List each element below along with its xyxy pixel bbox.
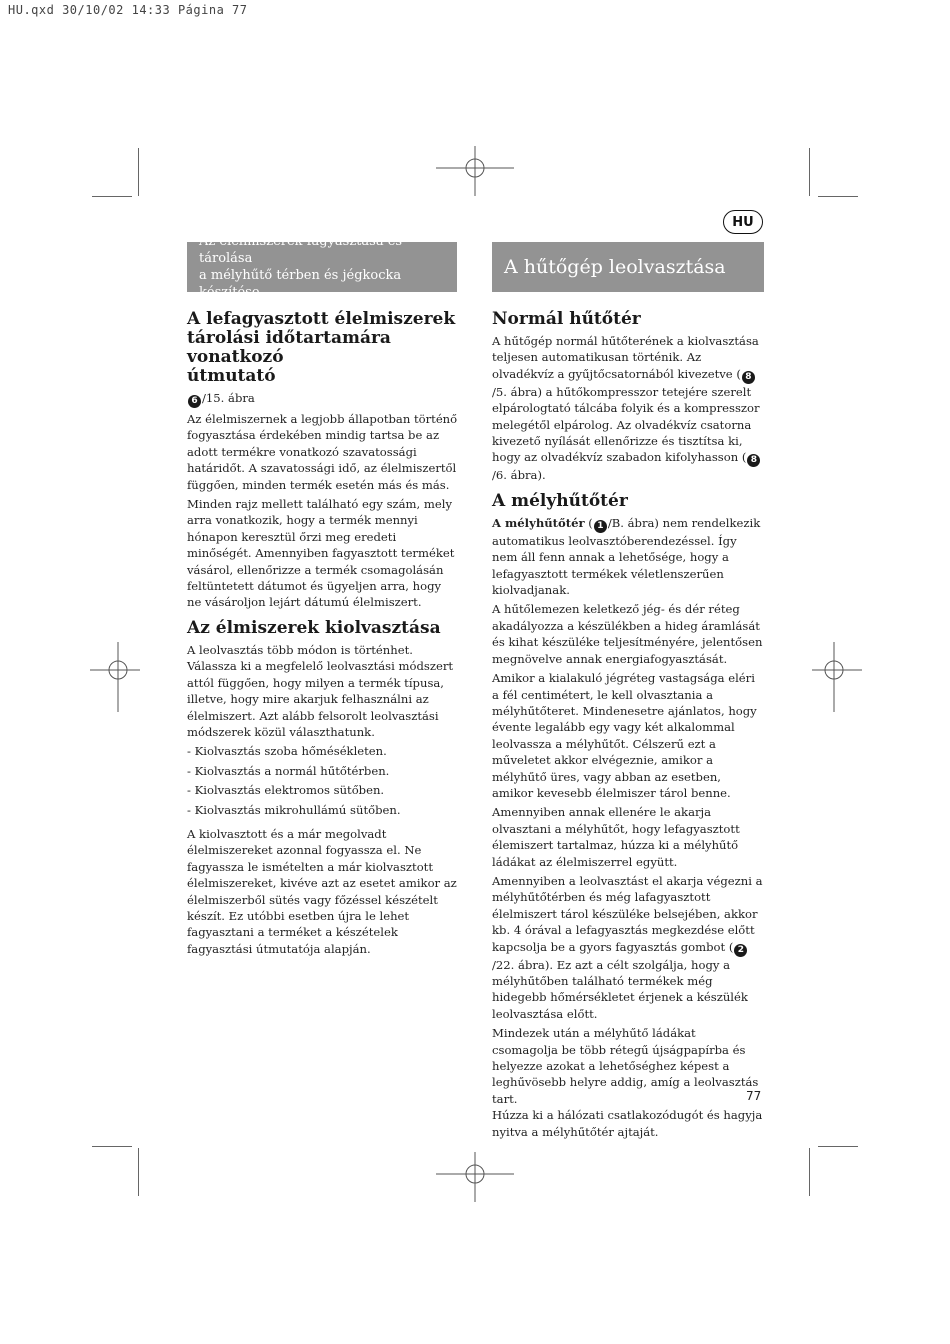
heading-storage-guide <box>187 310 459 386</box>
paragraph: Minden rajz mellett található egy szám, mely arra vonatkozik, hogy a termék mennyi hónapon keresztül őrzi meg eredeti minőségét. Amennyiben fagyasztott terméket vásárol, ellenőrizze a termék csomagolásán feltüntetett dátumot és ügyeljen arra, hogy ne vásároljon lejárt dátumú élelmiszert. <box>187 497 455 610</box>
paragraph: Az élelmiszernek a legjobb állapotban történő fogyasztása érdekében mindig tartsa be az adott termékre vonatkozó szavatossági határidőt. A szavatossági idő, az élelmiszertől függően, minden termék esetén más és más. <box>187 412 458 492</box>
text-run: Amennyiben a leolvasztást el akarja végezni a mélyhűtőtérben és még lafagyasztott élelmiszert tárol készüléke belsejében, akkor kb. 4 órával a lefagyasztás megkezdése előtt kapcsolja be a gyors fagyasztás gombot ( <box>492 873 763 954</box>
heading-thawing: Az élmiszerek kiolvasztása <box>187 617 441 638</box>
left-column <box>187 310 459 960</box>
crop-mark-bl-v <box>138 1148 139 1196</box>
crop-mark-br-h <box>818 1146 858 1147</box>
crop-mark-tr-v <box>809 148 810 196</box>
heading-line: tárolási időtartamára vonatkozó <box>187 328 391 367</box>
section-banner-left-line1: Az élelmiszerek fagyasztása és tárolása <box>199 234 403 266</box>
registration-mark-top <box>436 146 514 196</box>
figure-number-badge: 2 <box>734 944 747 957</box>
crop-mark-bl-h <box>92 1146 132 1147</box>
paragraph: Mindezek után a mélyhűtő ládákat csomagolja be több rétegű újságpapírba és helyezze azokat a lehetőséghez képest a leghűvösebb helyre addig, amíg a leolvasztás tart. <box>492 1026 759 1106</box>
crop-mark-tl-h <box>92 196 132 197</box>
language-badge: HU <box>723 210 763 234</box>
figure-number-badge: 8 <box>742 371 755 384</box>
figure-number-badge: 1 <box>594 520 607 533</box>
print-slug: HU.qxd 30/10/02 14:33 Página 77 <box>8 3 248 17</box>
heading-line: A lefagyasztott élelmiszerek <box>187 309 456 329</box>
section-banner-left <box>187 234 457 300</box>
paragraph <box>492 333 764 484</box>
figure-number-badge: 6 <box>188 395 201 408</box>
section-banner-left-line2: a mélyhűtő térben és jégkocka készítése <box>199 268 402 300</box>
registration-mark-bottom <box>436 1152 514 1202</box>
paragraph: Húzza ki a hálózati csatlakozódugót és hagyja nyitva a mélyhűtőtér ajtaját. <box>492 1108 763 1139</box>
registration-mark-right <box>812 642 862 712</box>
paragraph: A leolvasztás több módon is történhet. Válassza ki a megfelelő leolvasztási módszert attól függően, hogy milyen a termék típusa, illetve, hogy mire akarjuk felhasználni az élelmiszert. Azt alább felsorolt leolvasztási módszerek közül választhatunk. <box>187 642 454 739</box>
section-banner-right: A hűtőgép leolvasztása <box>492 242 764 292</box>
figure-number-badge: 8 <box>747 454 760 467</box>
text-run: ( <box>584 515 593 530</box>
heading-freezer-compartment: A mélyhűtőtér <box>492 490 628 511</box>
text-run: /6. ábra). <box>492 468 546 483</box>
crop-mark-tr-h <box>818 196 858 197</box>
paragraph: A hűtőlemezen keletkező jég- és dér réteg akadályozza a készülékben a hideg áramlását és kihat készüléke teljesítményére, jelentősen megnövelve annak energiafogyasztását. <box>492 602 763 666</box>
list-item: - Kiolvasztás a normál hűtőtérben. <box>187 763 390 778</box>
heading-line: útmutató <box>187 366 276 386</box>
registration-mark-left <box>90 642 140 712</box>
text-run: /22. ábra). Ez azt a célt szolgálja, hogy a mélyhűtőben található termékek még hidegebb hőmérsékletet érjenek a készülék leolvasztása előtt. <box>492 957 748 1021</box>
thawing-methods-list <box>187 743 459 818</box>
page-number: 77 <box>746 1089 762 1103</box>
list-item: - Kiolvasztás mikrohullámú sütőben. <box>187 802 401 817</box>
text-run: A hűtőgép normál hűtőterének a kiolvasztása teljesen automatikusan történik. Az olvadékvíz a gyűjtőcsatornából kivezetve ( <box>492 334 759 381</box>
paragraph <box>492 873 764 1022</box>
bold-term: A mélyhűtőtér <box>492 515 585 530</box>
crop-mark-tl-v <box>138 148 139 196</box>
paragraph: Amikor a kialakuló jégréteg vastagsága eléri a fél centimétert, le kell olvasztania a mélyhűtőteret. Mindenesetre ajánlatos, hogy évente legalább egy vagy két alkalommal leolvassza a mélyhűtőt. Célszerű ezt a műveletet akkor elvégeznie, amikor a mélyhűtő üres, vagy abban az esetben, amikor kevesebb élelmiszer tárol benne. <box>492 671 757 800</box>
crop-mark-br-v <box>809 1148 810 1196</box>
heading-normal-compartment: Normál hűtőtér <box>492 309 641 329</box>
figure-reference <box>187 390 459 408</box>
list-item: - Kiolvasztás szoba hőmésékleten. <box>187 744 387 759</box>
text-run: /5. ábra) a hűtőkompresszor tetejére szerelt elpárologtató tálcába folyik és a kompresszor melegétől elpárolog. Az olvadékvíz csatorna kivezető nyílását ellenőrizze és tisztítsa ki, hogy az olvadékvíz szabadon kifolyhasson ( <box>492 384 760 465</box>
paragraph: Amennyiben annak ellenére le akarja olvasztani a mélyhűtőt, hogy lefagyasztott élemiszert tartalmaz, húzza ki a mélyhűtő ládákat az élelmiszerrel együtt. <box>492 805 740 869</box>
right-column <box>492 310 764 1143</box>
figure-ref-text: /15. ábra <box>202 391 255 405</box>
paragraph <box>492 515 764 599</box>
paragraph: A kiolvasztott és a már megolvadt élelmiszereket azonnal fogyassza el. Ne fagyassza le ismételten a már kiolvasztott élelmiszereket, kivéve azt az esetet amikor az élelmiszerből sütés vagy főzéssel készételt készít. Ez utóbbi esetben újra le lehet fagyasztani a terméket a készételek fagyasztási útmutatója alapján. <box>187 826 457 956</box>
text-run: /B. ábra) nem rendelkezik automatikus leolvasztóberendezéssel. Így nem áll fenn annak a lehetősége, hogy a lefagyasztott termékek véletlenszerűen kiolvadjanak. <box>492 515 761 598</box>
list-item: - Kiolvasztás elektromos sütőben. <box>187 783 385 798</box>
